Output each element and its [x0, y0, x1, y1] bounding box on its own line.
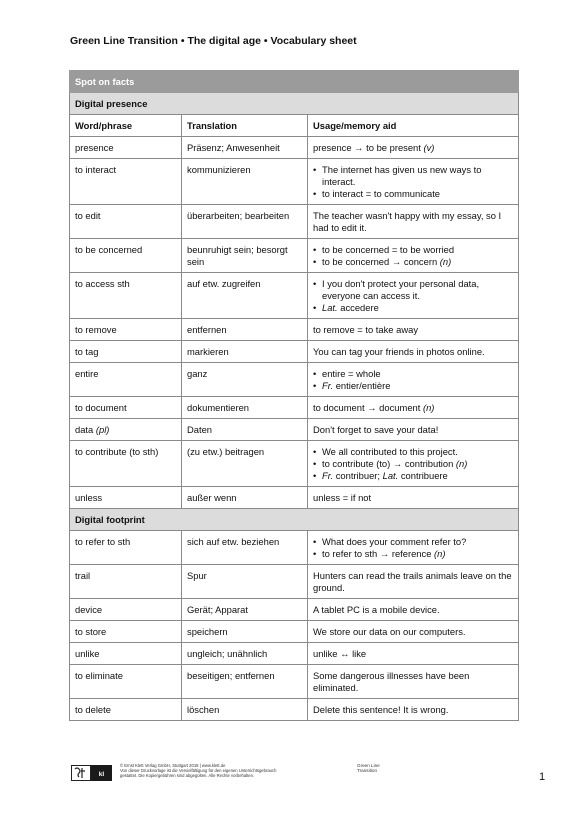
translation-cell: Spur — [182, 565, 308, 599]
word-cell: trail — [70, 565, 182, 599]
usage-cell — [308, 531, 519, 565]
usage-item: • to interact = to communicate — [313, 188, 513, 200]
usage-cell — [308, 441, 519, 487]
word-cell: to contribute (to sth) — [70, 441, 182, 487]
svg-text:kl: kl — [98, 771, 105, 778]
usage-list — [313, 446, 513, 482]
usage-cell — [308, 565, 519, 599]
usage-text: The teacher wasn't happy with my essay, so I had to edit it. — [313, 210, 502, 233]
table-row — [70, 599, 519, 621]
usage-cell — [308, 239, 519, 273]
vocabulary-table-body — [70, 71, 519, 721]
table-row — [70, 531, 519, 565]
translation-cell: dokumentieren — [182, 397, 308, 419]
table-row — [70, 239, 519, 273]
table-row — [70, 419, 519, 441]
usage-cell — [308, 363, 519, 397]
translation-cell: speichern — [182, 621, 308, 643]
table-row — [70, 205, 519, 239]
word-cell: to tag — [70, 341, 182, 363]
word-cell: device — [70, 599, 182, 621]
series-line: Transition — [357, 768, 377, 774]
translation-cell: Gerät; Apparat — [182, 599, 308, 621]
word-cell: unlike — [70, 643, 182, 665]
usage-cell — [308, 159, 519, 205]
series-name — [357, 763, 380, 774]
usage-text: to remove = to take away — [313, 324, 419, 335]
usage-item: • The internet has given us new ways to interact. — [313, 164, 513, 188]
table-row — [70, 699, 519, 721]
usage-text: We store our data on our computers. — [313, 626, 466, 637]
table-row — [70, 397, 519, 419]
translation-cell: überarbeiten; bearbeiten — [182, 205, 308, 239]
page-number: 1 — [539, 771, 546, 783]
translation-cell: Präsenz; Anwesenheit — [182, 137, 308, 159]
word-cell: to edit — [70, 205, 182, 239]
usage-item: • Fr. contribuer; Lat. contribuere — [313, 470, 513, 482]
usage-text: Some dangerous illnesses have been eliminated. — [313, 670, 470, 693]
table-row — [70, 441, 519, 487]
usage-item: • to contribute (to) → contribution (n) — [313, 458, 513, 470]
translation-cell: beunruhigt sein; besorgt sein — [182, 239, 308, 273]
word-cell: unless — [70, 487, 182, 509]
usage-cell — [308, 599, 519, 621]
table-row — [70, 487, 519, 509]
usage-cell — [308, 643, 519, 665]
translation-cell: (zu etw.) beitragen — [182, 441, 308, 487]
translation-cell: auf etw. zugreifen — [182, 273, 308, 319]
usage-item: • I you don't protect your personal data, everyone can access it. — [313, 278, 513, 302]
table-row — [70, 341, 519, 363]
usage-list — [313, 278, 513, 314]
usage-cell — [308, 137, 519, 159]
word-cell: to be concerned — [70, 239, 182, 273]
word-cell: to refer to sth — [70, 531, 182, 565]
usage-text: unlike ↔ like — [313, 648, 367, 659]
word-cell: to delete — [70, 699, 182, 721]
usage-cell — [308, 665, 519, 699]
translation-cell: kommunizieren — [182, 159, 308, 205]
section-header-row — [70, 509, 519, 531]
usage-text: Delete this sentence! It is wrong. — [313, 704, 449, 715]
table-row — [70, 137, 519, 159]
section-title: Digital presence — [70, 93, 519, 115]
word-cell: to remove — [70, 319, 182, 341]
usage-item: • Lat. accedere — [313, 302, 513, 314]
table-row — [70, 665, 519, 699]
usage-cell — [308, 341, 519, 363]
usage-cell — [308, 397, 519, 419]
translation-cell: außer wenn — [182, 487, 308, 509]
table-row — [70, 363, 519, 397]
translation-cell: ungleich; unähnlich — [182, 643, 308, 665]
usage-text: unless = if not — [313, 492, 372, 503]
usage-item: • entire = whole — [313, 368, 513, 380]
usage-cell — [308, 273, 519, 319]
column-header: Translation — [182, 115, 308, 137]
usage-item: • to refer to sth → reference (n) — [313, 548, 513, 560]
usage-cell — [308, 319, 519, 341]
usage-text: A tablet PC is a mobile device. — [313, 604, 440, 615]
usage-text: Don't forget to save your data! — [313, 424, 439, 435]
table-row — [70, 319, 519, 341]
section-title: Digital footprint — [70, 509, 519, 531]
usage-cell — [308, 621, 519, 643]
word-cell: to eliminate — [70, 665, 182, 699]
translation-cell: sich auf etw. beziehen — [182, 531, 308, 565]
copyright-notice — [120, 763, 350, 779]
series-line: Green Line — [357, 763, 380, 768]
usage-list — [313, 536, 513, 560]
table-banner: Spot on facts — [70, 71, 519, 93]
word-cell: presence — [70, 137, 182, 159]
copyright-line: Von dieser Druckvorlage ist die Vervielfältigung für den eigenen Unterrichtsgebrauch — [120, 768, 277, 774]
table-row — [70, 273, 519, 319]
translation-cell: löschen — [182, 699, 308, 721]
page-title: Green Line Transition • The digital age • Vocabulary sheet — [70, 35, 357, 47]
section-header-row — [70, 93, 519, 115]
word-cell: to document — [70, 397, 182, 419]
usage-list — [313, 164, 513, 200]
usage-text: presence → to be present (v) — [313, 142, 435, 153]
translation-cell: beseitigen; entfernen — [182, 665, 308, 699]
translation-cell: entfernen — [182, 319, 308, 341]
word-cell: entire — [70, 363, 182, 397]
translation-cell: Daten — [182, 419, 308, 441]
copyright-line: © Ernst Klett Verlag GmbH, Stuttgart 2018 | www.klett.de — [120, 763, 226, 768]
column-header: Usage/memory aid — [308, 115, 519, 137]
klett-logo — [71, 765, 112, 781]
usage-list — [313, 368, 513, 392]
usage-list — [313, 244, 513, 268]
usage-item: • What does your comment refer to? — [313, 536, 513, 548]
usage-item: • to be concerned = to be worried — [313, 244, 513, 256]
usage-text: to document → document (n) — [313, 402, 435, 413]
usage-cell — [308, 699, 519, 721]
usage-cell — [308, 419, 519, 441]
usage-text: You can tag your friends in photos online. — [313, 346, 485, 357]
column-header-row — [70, 115, 519, 137]
word-cell: to store — [70, 621, 182, 643]
word-cell: to access sth — [70, 273, 182, 319]
word-cell: to interact — [70, 159, 182, 205]
table-banner-row — [70, 71, 519, 93]
usage-cell — [308, 487, 519, 509]
usage-text: Hunters can read the trails animals leave on the ground. — [313, 570, 512, 593]
copyright-line: gestattet. Die Kopiergebühren sind abgegolten. Alle Rechte vorbehalten. — [120, 773, 255, 779]
column-header: Word/phrase — [70, 115, 182, 137]
usage-item: • Fr. entier/entière — [313, 380, 513, 392]
usage-cell — [308, 205, 519, 239]
table-row — [70, 159, 519, 205]
translation-cell: markieren — [182, 341, 308, 363]
word-cell: data (pl) — [70, 419, 182, 441]
table-row — [70, 621, 519, 643]
vocabulary-table — [69, 70, 519, 721]
table-row — [70, 565, 519, 599]
usage-item: • We all contributed to this project. — [313, 446, 513, 458]
table-row — [70, 643, 519, 665]
translation-cell: ganz — [182, 363, 308, 397]
usage-item: • to be concerned → concern (n) — [313, 256, 513, 268]
